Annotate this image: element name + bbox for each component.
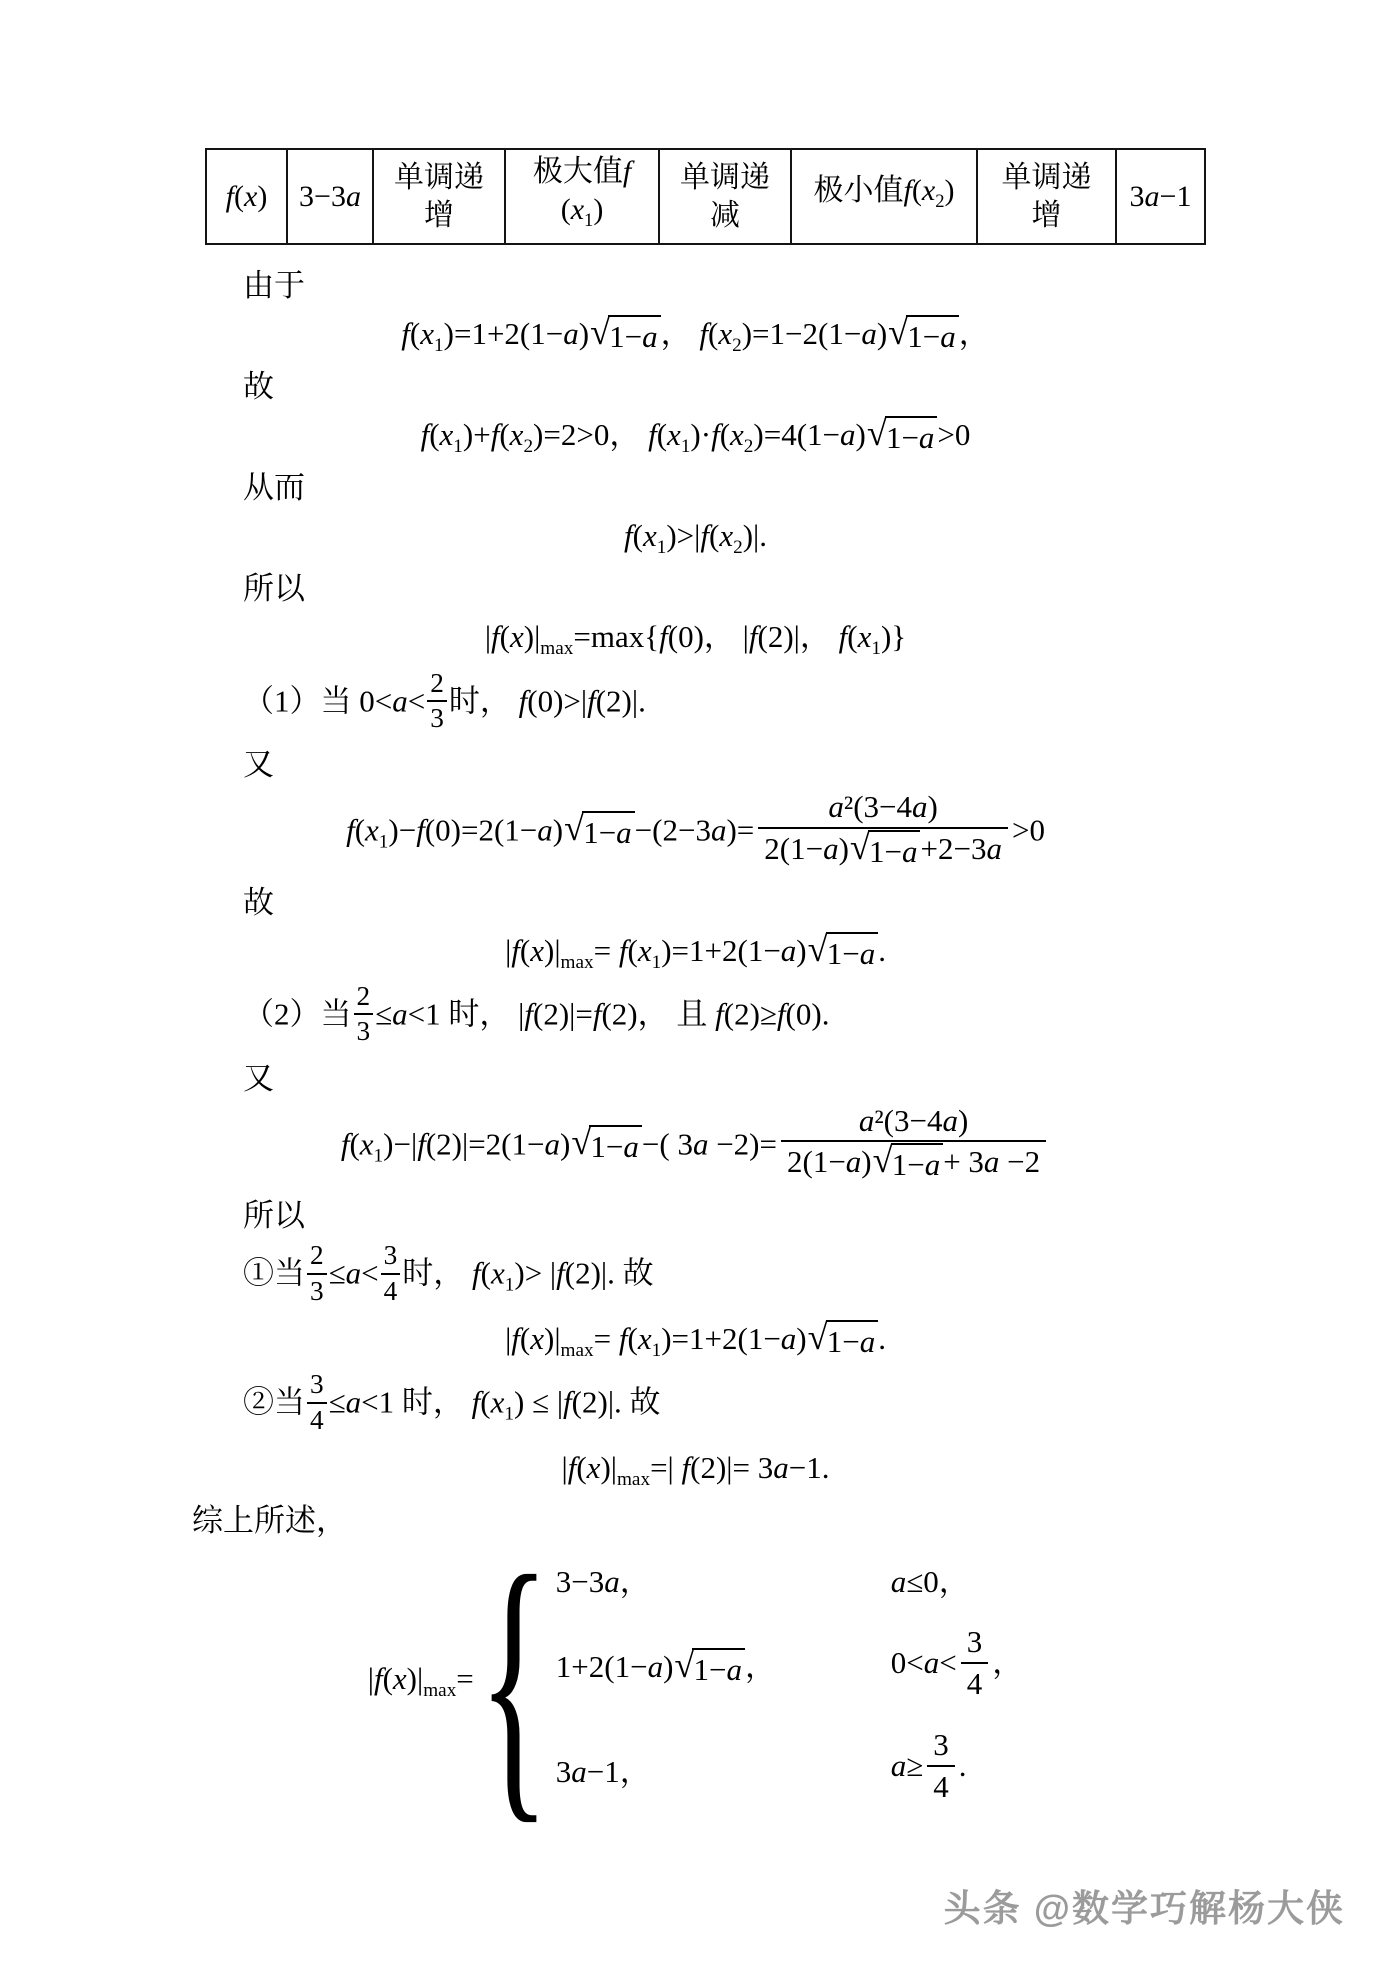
brace-glyph: { (477, 1515, 550, 1848)
text-line: （1）当 0<a< $\frac{2}{3}$ 时， f(0)>|f(2)|. (243, 667, 646, 733)
text-line: 综上所述， (192, 1503, 347, 1538)
formula-line: $|f(x)|_{max}= f(x_1)=1+2(1-a)$ √ 1−a . (505, 927, 886, 974)
text-line: 所以 (243, 571, 305, 607)
text-line: 又 (243, 1060, 274, 1096)
text-line: ②当 $\frac{3}{4}$ ≤a<1 时， $f(x_1) \le |f(2)|$. 故 (243, 1369, 661, 1435)
text-line: 从而 (243, 470, 305, 506)
table-cell-0: f(x) (206, 149, 287, 244)
formula-line: $f(x_1)>|f(x_2)|$. (624, 518, 767, 559)
formula-line: $f(x_1)-f(0)=2(1-a)$ √ 1−a −(2−3a)= a²(3−4a) 2(1−a) √ 1−a +2−3a >0 (0, 792, 1391, 875)
text-line: 又 (243, 747, 274, 783)
text-line: （2）当 $\frac{2}{3}$ ≤a<1 时， |f(2)|=f(2)， 且 f(2)≥f(0). (243, 980, 830, 1047)
formula-line: $f(x_1)=1+2(1-a)$ √ 1−a ， $f(x_2)=1-2(1-a)$ √ 1−a ， (401, 310, 990, 357)
formula-line: $|f(x)|_{max}=\max\{f(0)$， |f(2)|， $f(x_1)$} (484, 619, 907, 660)
table-cell-3: 极大值f $(x_1)$ (505, 149, 659, 244)
formula-line: $f(x_1)+f(x_2)=2>0$， $f(x_1)\cdot f(x_2)=4(1-a)$ √ 1−a >0 (420, 411, 971, 458)
table-cell-7: 3a−1 (1116, 149, 1205, 244)
formula-line: $|f(x)|_{max}=|$ f(2)|= 3a−1. (561, 1449, 830, 1491)
watermark: 头条 @数学巧解杨大侠 (943, 1888, 1345, 1929)
formula-line: $f(x_1)-|f(2)|=2(1-a)$ √ 1−a −( 3a −2)= a²(3−4a) 2(1−a) √ 1−a + 3a −2 (0, 1106, 1391, 1189)
piecewise-definition: $|f(x)|_{max}=$ { 3−3a， a≤0， 1+2(1−a) √ 1−a ， 0<a< $\frac{3}{4}$ ， 3a−1， a≥ $\frac{3}{4}$ . (367, 1515, 1024, 1848)
summary-table (205, 148, 1206, 245)
table-cell-1: 3−3a (287, 149, 373, 244)
table-cell-2: 单调递 增 (373, 149, 505, 244)
text-line: ①当 $\frac{2}{3}$ ≤a< $\frac{3}{4}$ 时， $f(x_1)> |f(2)|$. 故 (243, 1240, 654, 1306)
table-cell-5: 极小值$f(x_2)$ (791, 149, 977, 244)
table-cell-6: 单调递 增 (977, 149, 1116, 244)
text-line: 故 (243, 884, 274, 920)
formula-line: $|f(x)|_{max}= f(x_1)=1+2(1-a)$ √ 1−a . (505, 1315, 886, 1362)
text-line: 所以 (243, 1198, 305, 1234)
text-line: 故 (243, 369, 274, 405)
table-cell-4: 单调递 减 (659, 149, 791, 244)
text-line: 由于 (243, 268, 305, 303)
solution-body (0, 266, 1391, 1848)
